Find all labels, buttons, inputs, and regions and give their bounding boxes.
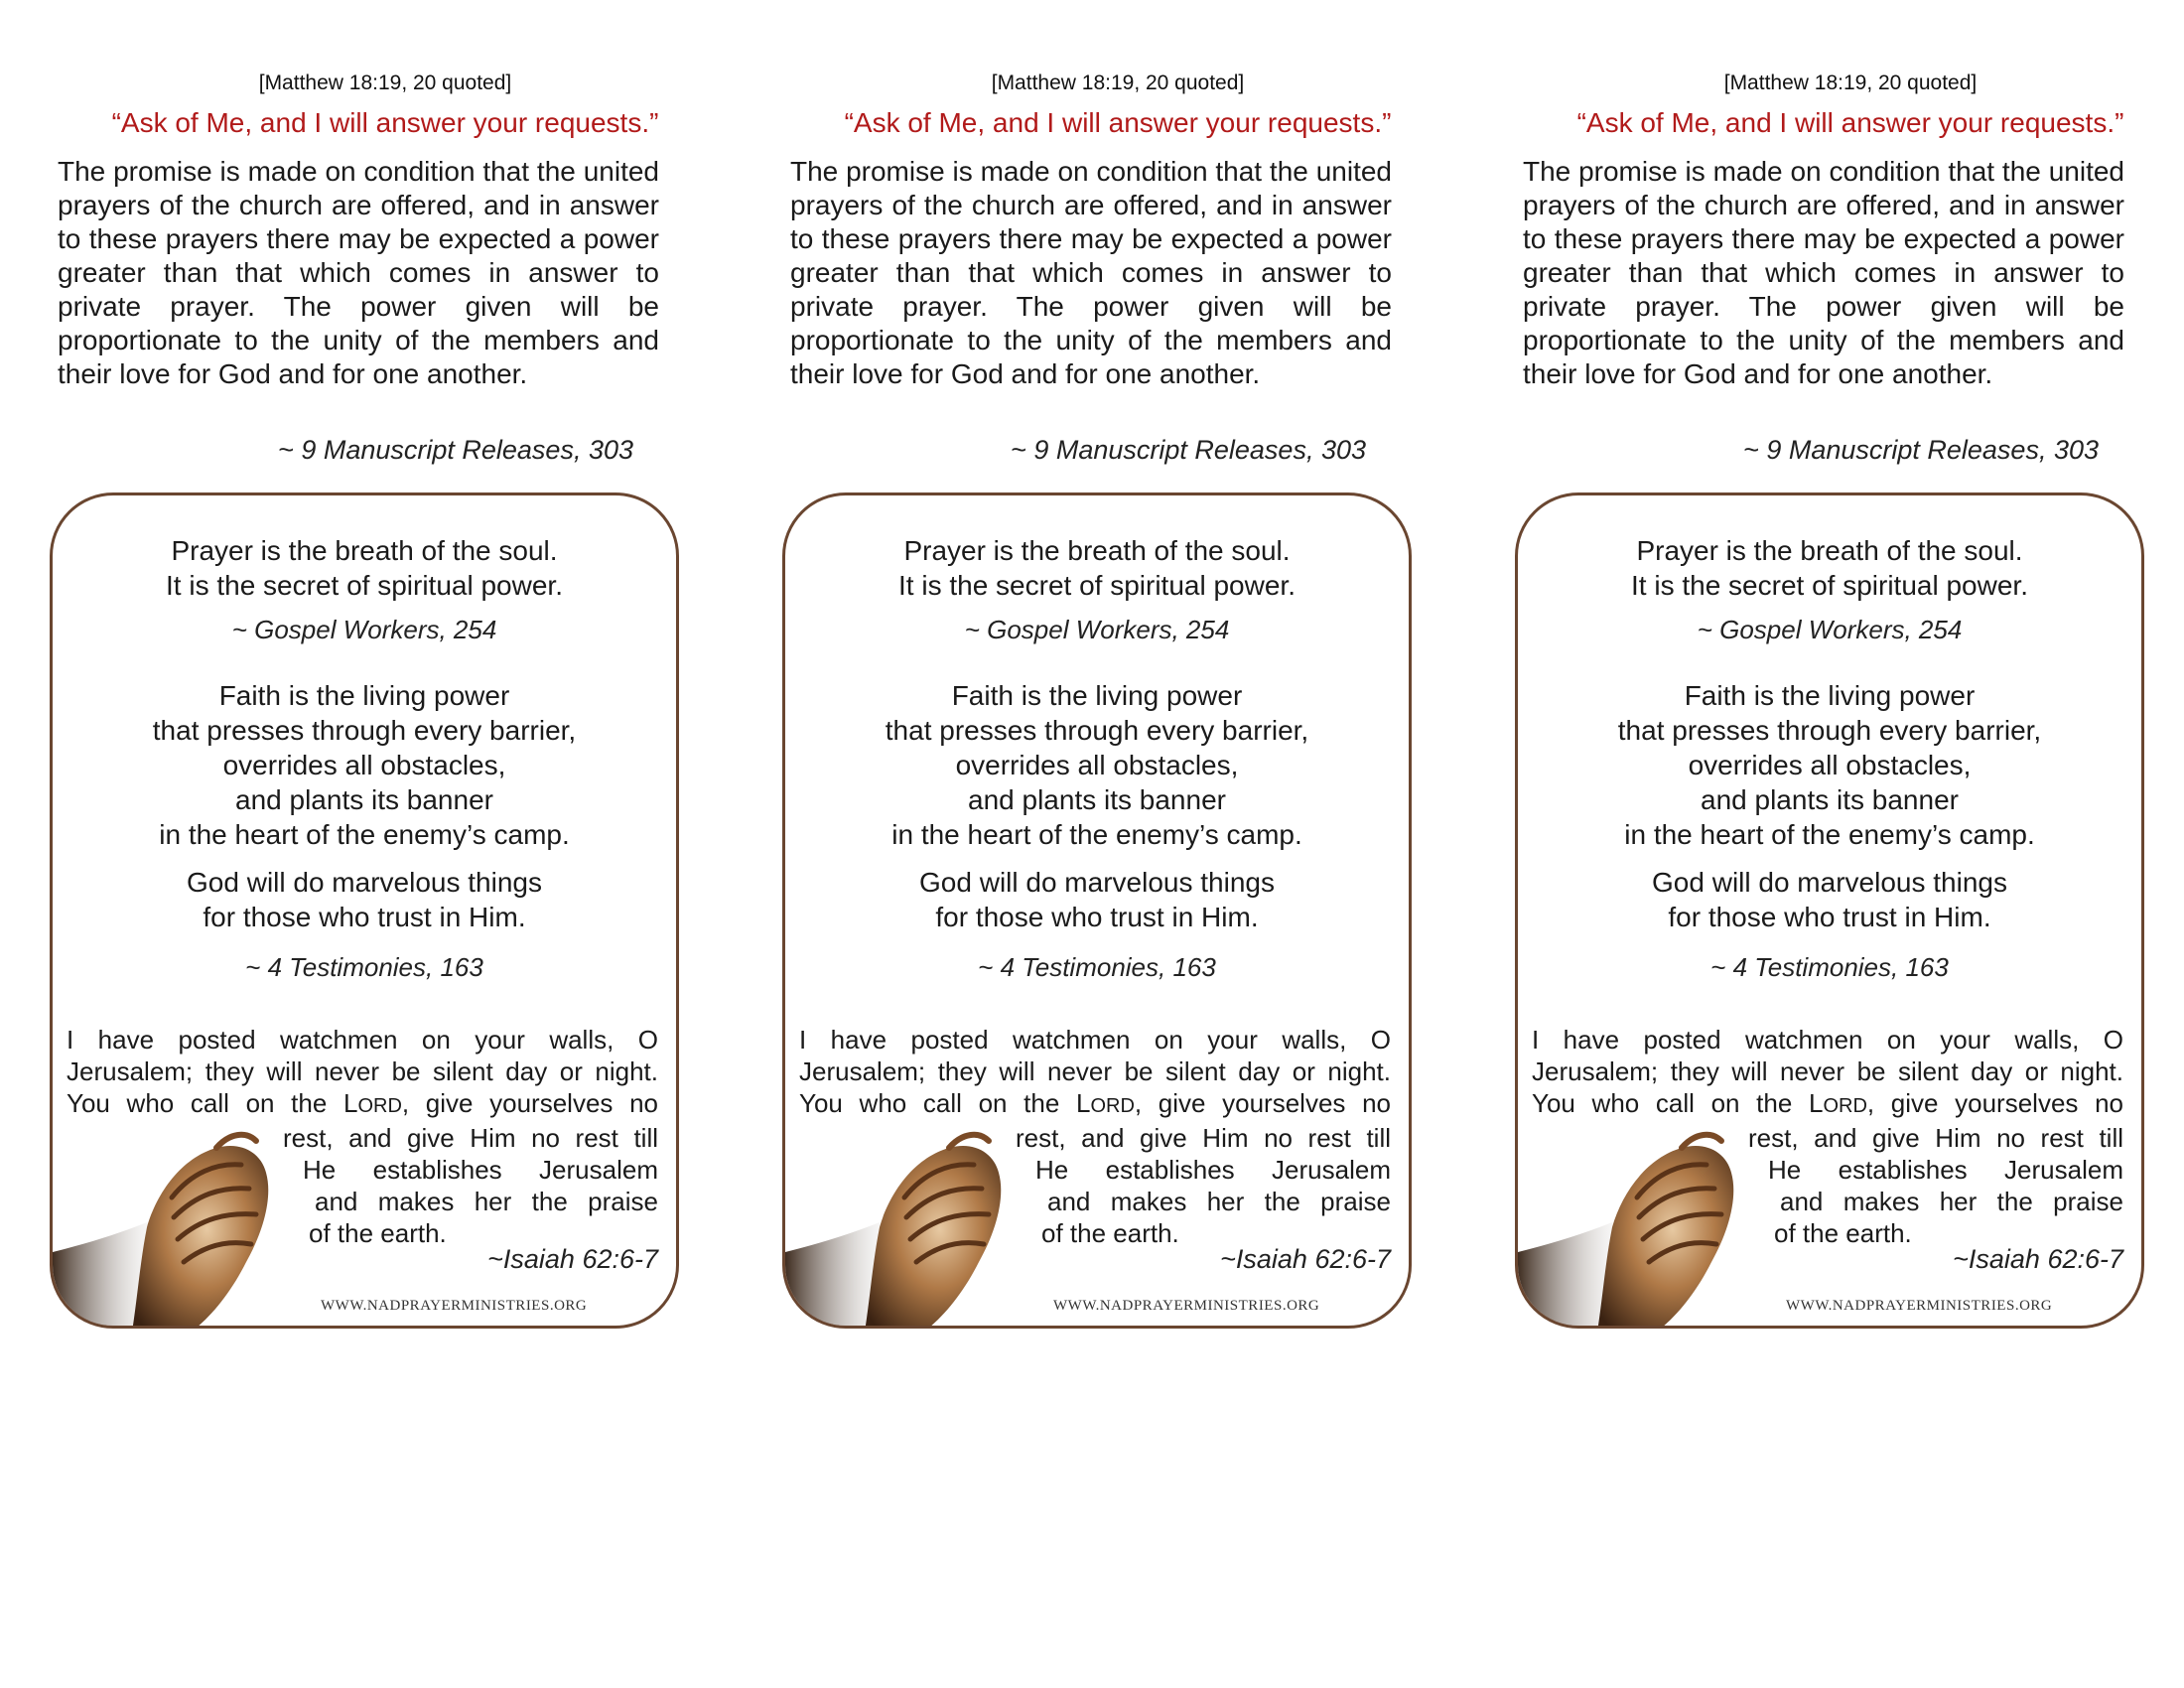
stanza-line: God will do marvelous things: [187, 867, 542, 898]
headline-quote: “Ask of Me, and I will answer your requests.”: [111, 107, 659, 138]
stanza-line: that presses through every barrier,: [885, 715, 1309, 746]
stanza-line: overrides all obstacles,: [1688, 750, 1972, 780]
verse-line: of the earth.: [309, 1218, 447, 1248]
prayer-card: [782, 492, 1412, 1329]
lord-initial: L: [342, 1088, 358, 1118]
lord-small-caps: ORD: [1090, 1095, 1135, 1117]
lord-small-caps: ORD: [357, 1095, 402, 1117]
promise-citation: ~ 9 Manuscript Releases, 303: [1011, 435, 1366, 465]
prayer-card: [1515, 492, 2144, 1329]
bookmark-column: [48, 0, 723, 1350]
verse-line: He establishes Jerusalem: [1035, 1155, 1391, 1185]
stanza-line: Faith is the living power: [951, 680, 1243, 711]
marvelous-citation: ~ 4 Testimonies, 163: [1710, 952, 1949, 982]
verse-line: and makes her the praise: [1780, 1187, 2123, 1216]
isaiah-verse: [67, 1024, 658, 1249]
headline-quote: “Ask of Me, and I will answer your requests.”: [844, 107, 1392, 138]
stanza-line: God will do marvelous things: [919, 867, 1275, 898]
verse-line: Jerusalem; they will never be silent day or night.: [67, 1056, 658, 1086]
website-url[interactable]: WWW.NADPRAYERMINISTRIES.ORG: [321, 1298, 588, 1314]
lord-initial: L: [1075, 1088, 1091, 1118]
prayer-stanza: [785, 533, 1409, 603]
verse-line: I have posted watchmen on your walls, O: [799, 1025, 1391, 1055]
stanza-line: and plants its banner: [968, 784, 1226, 815]
stanza-line: in the heart of the enemy’s camp.: [159, 819, 570, 850]
marvelous-citation: ~ 4 Testimonies, 163: [978, 952, 1216, 982]
promise-paragraph: The promise is made on condition that the united prayers of the church are offered, and in answer to these prayers there may be expected a power greater than that which comes in answer to private prayer. The power given will be proportionate to the unity of the members and their love for God and for one another.: [790, 156, 1392, 389]
verse-line: [67, 1087, 658, 1122]
verse-line: I have posted watchmen on your walls, O: [1532, 1025, 2123, 1055]
website-url[interactable]: WWW.NADPRAYERMINISTRIES.ORG: [1053, 1298, 1320, 1314]
prayer-citation: ~ Gospel Workers, 254: [231, 615, 497, 644]
verse-line: He establishes Jerusalem: [1768, 1155, 2123, 1185]
verse-line: [799, 1087, 1391, 1122]
verse-text: You who call on the: [1532, 1088, 1793, 1118]
stanza-line: God will do marvelous things: [1652, 867, 2007, 898]
isaiah-verse: [799, 1024, 1391, 1249]
verse-line: Jerusalem; they will never be silent day or night.: [799, 1056, 1391, 1086]
stanza-line: Prayer is the breath of the soul.: [903, 535, 1291, 566]
prayer-card: [50, 492, 679, 1329]
verse-line: of the earth.: [1774, 1218, 1912, 1248]
faith-stanza: [785, 678, 1409, 852]
stanza-line: Prayer is the breath of the soul.: [1636, 535, 2023, 566]
stanza-line: for those who trust in Him.: [203, 902, 526, 932]
verse-line: rest, and give Him no rest till: [1016, 1123, 1391, 1153]
stanza-line: It is the secret of spiritual power.: [1631, 570, 2028, 601]
stanza-line: that presses through every barrier,: [152, 715, 577, 746]
verse-line: of the earth.: [1041, 1218, 1179, 1248]
verse-text: , give yourselves no: [1866, 1088, 2123, 1118]
lord-small-caps: ORD: [1823, 1095, 1867, 1117]
verse-text: , give yourselves no: [1134, 1088, 1391, 1118]
stanza-line: for those who trust in Him.: [935, 902, 1259, 932]
isaiah-citation: ~Isaiah 62:6-7: [1953, 1244, 2123, 1274]
verse-line: I have posted watchmen on your walls, O: [67, 1025, 658, 1055]
bookmark-column: [780, 0, 1455, 1350]
verse-line: Jerusalem; they will never be silent day or night.: [1532, 1056, 2123, 1086]
prayer-citation: ~ Gospel Workers, 254: [964, 615, 1230, 644]
verse-line: rest, and give Him no rest till: [1748, 1123, 2123, 1153]
stanza-line: that presses through every barrier,: [1617, 715, 2042, 746]
stanza-line: Faith is the living power: [1684, 680, 1976, 711]
stanza-line: and plants its banner: [1701, 784, 1959, 815]
verse-line: and makes her the praise: [315, 1187, 658, 1216]
stanza-line: for those who trust in Him.: [1668, 902, 1991, 932]
scripture-reference: [Matthew 18:19, 20 quoted]: [1723, 71, 1978, 94]
stanza-line: Faith is the living power: [218, 680, 510, 711]
faith-stanza: [53, 678, 676, 852]
verse-line: and makes her the praise: [1047, 1187, 1391, 1216]
scripture-reference: [Matthew 18:19, 20 quoted]: [991, 71, 1245, 94]
website-url[interactable]: WWW.NADPRAYERMINISTRIES.ORG: [1786, 1298, 2053, 1314]
verse-text: You who call on the: [67, 1088, 328, 1118]
promise-paragraph: The promise is made on condition that the united prayers of the church are offered, and in answer to these prayers there may be expected a power greater than that which comes in answer to private prayer. The power given will be proportionate to the unity of the members and their love for God and for one another.: [1523, 156, 2124, 389]
isaiah-verse: [1532, 1024, 2123, 1249]
verse-line: He establishes Jerusalem: [303, 1155, 658, 1185]
marvelous-stanza: [53, 865, 676, 934]
headline-quote: “Ask of Me, and I will answer your requests.”: [1576, 107, 2124, 138]
isaiah-citation: ~Isaiah 62:6-7: [1220, 1244, 1391, 1274]
verse-line: [1532, 1087, 2123, 1122]
bookmark-column: [1513, 0, 2184, 1350]
stanza-line: It is the secret of spiritual power.: [898, 570, 1296, 601]
marvelous-stanza: [1518, 865, 2141, 934]
promise-citation: ~ 9 Manuscript Releases, 303: [1743, 435, 2099, 465]
isaiah-citation: ~Isaiah 62:6-7: [487, 1244, 658, 1274]
verse-text: You who call on the: [799, 1088, 1060, 1118]
marvelous-citation: ~ 4 Testimonies, 163: [245, 952, 483, 982]
verse-line: rest, and give Him no rest till: [283, 1123, 658, 1153]
stanza-line: and plants its banner: [235, 784, 493, 815]
stanza-line: It is the secret of spiritual power.: [166, 570, 563, 601]
prayer-citation: ~ Gospel Workers, 254: [1697, 615, 1963, 644]
stanza-line: overrides all obstacles,: [222, 750, 506, 780]
stanza-line: in the heart of the enemy’s camp.: [1624, 819, 2035, 850]
stanza-line: in the heart of the enemy’s camp.: [891, 819, 1302, 850]
promise-citation: ~ 9 Manuscript Releases, 303: [278, 435, 633, 465]
faith-stanza: [1518, 678, 2141, 852]
marvelous-stanza: [785, 865, 1409, 934]
scripture-reference: [Matthew 18:19, 20 quoted]: [258, 71, 512, 94]
stanza-line: overrides all obstacles,: [955, 750, 1239, 780]
verse-text: , give yourselves no: [401, 1088, 658, 1118]
lord-initial: L: [1808, 1088, 1824, 1118]
prayer-stanza: [1518, 533, 2141, 603]
stanza-line: Prayer is the breath of the soul.: [171, 535, 558, 566]
promise-paragraph: The promise is made on condition that the united prayers of the church are offered, and in answer to these prayers there may be expected a power greater than that which comes in answer to private prayer. The power given will be proportionate to the unity of the members and their love for God and for one another.: [58, 156, 659, 389]
prayer-stanza: [53, 533, 676, 603]
